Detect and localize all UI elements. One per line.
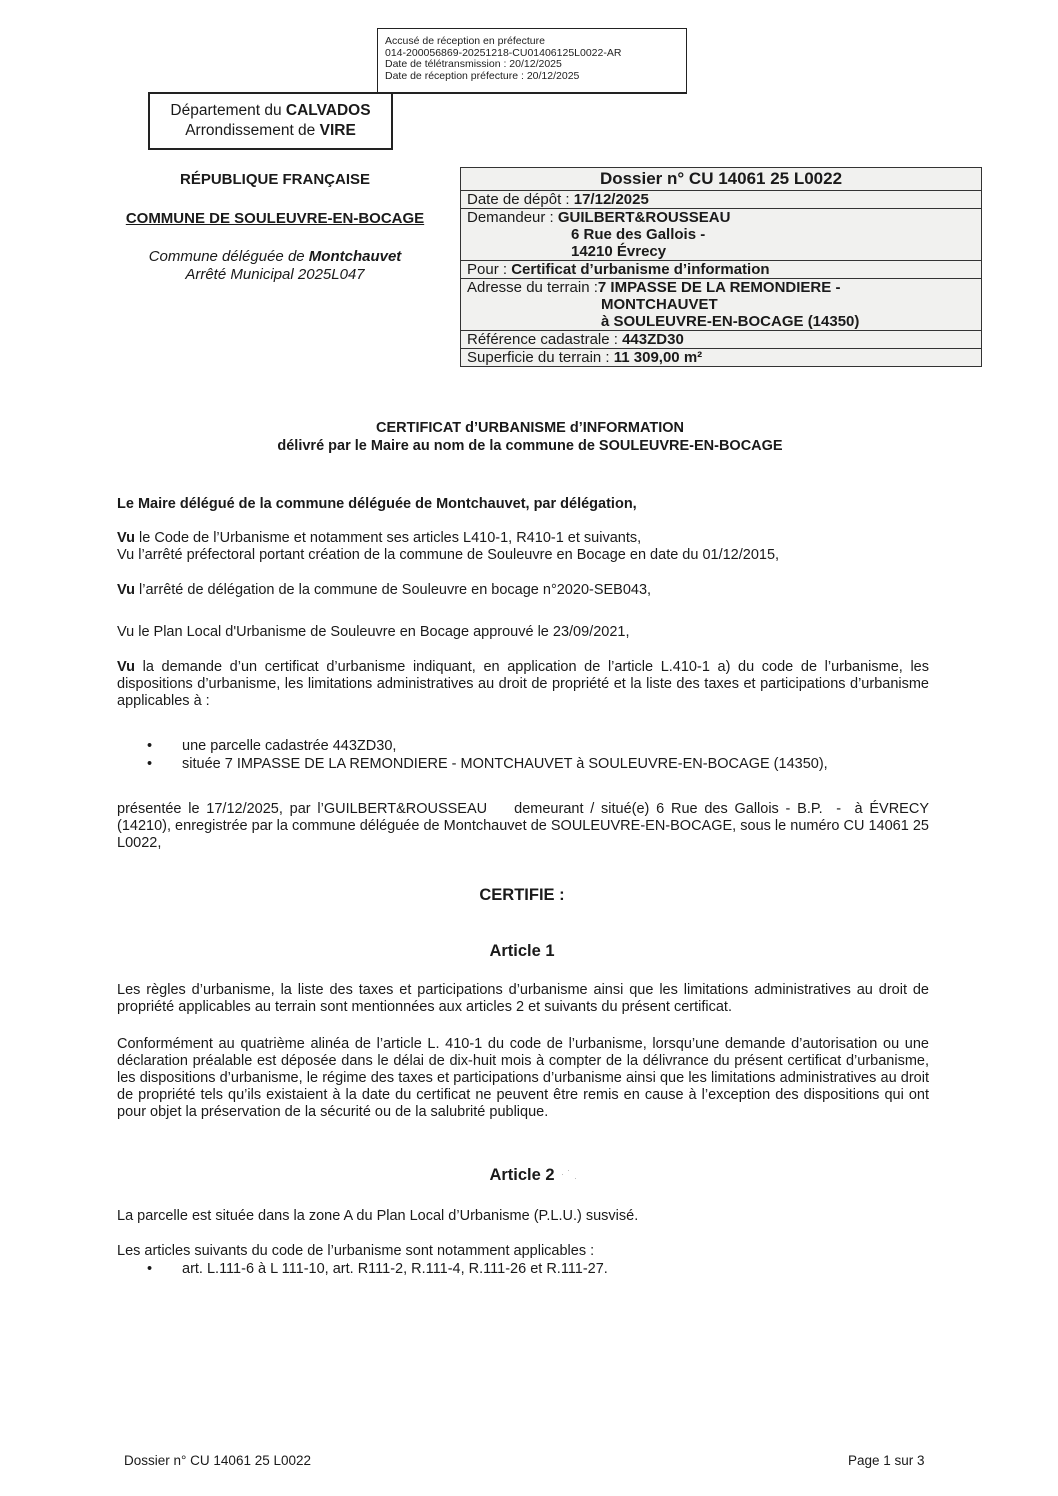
department-line (150, 101, 391, 121)
adresse-terrain-line-1: 7 IMPASSE DE LA REMONDIERE - (597, 279, 841, 296)
article-2-paragraph-2: Les articles suivants du code de l’urbanisme sont notamment applicables : (117, 1243, 595, 1259)
reference-cadastrale-label: Référence cadastrale : (467, 331, 623, 348)
commune-deleguee-block (100, 248, 450, 284)
vu-code-urbanisme (117, 530, 929, 547)
list-item (147, 1261, 608, 1278)
adresse-terrain-line-2: MONTCHAUVET (601, 296, 718, 313)
demandeur-label: Demandeur : (467, 209, 558, 226)
vu-plan-local: Vu le Plan Local d'Urbanisme de Souleuvre en Bocage approuvé le 23/09/2021, (117, 624, 630, 640)
list-item-text: art. L.111-6 à L 111-10, art. R111-2, R.111-4, R.111-26 et R.111-27. (182, 1261, 608, 1277)
article-1-paragraph-1: Les règles d’urbanisme, la liste des taxes et participations d’urbanisme ainsi que les limitations administratives au droit de propriété applicables au terrain sont mentionnées aux articles 2 et suivants du présent certificat. (117, 982, 929, 1015)
republique-heading: RÉPUBLIQUE FRANÇAISE (179, 171, 370, 188)
superficie-row (461, 348, 981, 366)
article-2-heading: Article 2 (489, 1166, 555, 1184)
date-depot-value: 17/12/2025 (573, 191, 649, 208)
adresse-terrain-label: Adresse du terrain : (467, 279, 598, 296)
date-depot-row (461, 190, 981, 208)
bullet-icon: • (147, 1261, 153, 1277)
list-item (147, 756, 828, 773)
vu-arrete-prefectoral: Vu l’arrêté préfectoral portant création de la commune de Souleuvre en Bocage en date du 01/12/2015, (117, 547, 780, 563)
arrondissement-line (150, 121, 391, 141)
presentee-paragraph: présentée le 17/12/2025, par l’GUILBERT&ROUSSEAU demeurant / situé(e) 6 Rue des Gallois - B.P. - à ÉVRECY (14210), enregistrée par la commune déléguée de Montchauvet de SOULEUVRE-EN-BOCAGE, sous le numéro CU 14061 25 L0022, (117, 801, 934, 851)
commune-deleguee-name: Montchauvet (308, 248, 402, 265)
stamp-ar-number: 014-200056869-20251218-CU01406125L0022-AR (385, 46, 622, 59)
department-name: CALVADOS (285, 102, 371, 119)
department-box (148, 92, 393, 150)
stamp-teletransmission-date: Date de télétransmission : 20/12/2025 (385, 58, 562, 70)
footer-dossier-number: Dossier n° CU 14061 25 L0022 (124, 1453, 312, 1468)
reference-cadastrale-row (461, 330, 981, 348)
pour-label: Pour : (467, 261, 512, 278)
list-item (147, 738, 396, 755)
arrondissement-label: Arrondissement de (185, 122, 320, 139)
page-number: Page 1 sur 3 (848, 1453, 925, 1468)
demandeur-row (461, 208, 981, 260)
vu-label: Vu (117, 582, 135, 598)
superficie-label: Superficie du terrain : (467, 349, 614, 366)
dossier-table (460, 167, 982, 367)
certificate-title: CERTIFICAT d’URBANISME d’INFORMATION (376, 420, 684, 436)
vu-arrete-delegation-text: l’arrêté de délégation de la commune de Souleuvre en bocage n°2020-SEB043, (135, 582, 652, 598)
prefecture-reception-stamp (377, 28, 687, 94)
department-label: Département du (170, 102, 286, 119)
pour-value: Certificat d’urbanisme d’information (511, 261, 770, 278)
list-item-text: une parcelle cadastrée 443ZD30, (182, 738, 397, 754)
commune-deleguee-label: Commune déléguée de (148, 248, 309, 265)
commune-heading: COMMUNE DE SOULEUVRE-EN-BOCAGE (125, 210, 425, 227)
vu-label: Vu (117, 530, 135, 546)
vu-label: Vu (117, 659, 135, 675)
maire-statement: Le Maire délégué de la commune déléguée de Montchauvet, par délégation, (117, 496, 637, 512)
arrondissement-name: VIRE (319, 122, 356, 139)
date-depot-label: Date de dépôt : (467, 191, 574, 208)
bullet-icon: • (147, 756, 153, 772)
article-1-paragraph-2: Conformément au quatrième alinéa de l’article L. 410-1 du code de l’urbanisme, lorsqu’une demande d’autorisation ou une déclaration préalable est déposée dans le délai de dix-huit mois à compter de la délivrance du présent certificat d’urbanisme, les dispositions d’urbanisme, le régime des taxes et participations d’urbanisme ainsi que les limitations administratives au droit de propriété tels qu’ils existaient à la date du certificat ne peuvent être remis en cause à l’exception des dispositions qui ont pour objet la préservation de la sécurité ou de la salubrité publique. (117, 1036, 929, 1120)
stamp-reception-date: Date de réception préfecture : 20/12/2025 (385, 69, 580, 82)
demandeur-address-line-2: 14210 Évrecy (571, 243, 667, 260)
dossier-number: Dossier n° CU 14061 25 L0022 (599, 169, 843, 188)
vu-code-urbanisme-text: le Code de l’Urbanisme et notamment ses articles L410-1, R410-1 et suivants, (135, 530, 642, 546)
arrete-municipal: Arrêté Municipal 2025L047 (185, 266, 365, 283)
commune-deleguee-line (100, 248, 450, 266)
pour-row (461, 260, 981, 278)
reference-cadastrale-value: 443ZD30 (622, 331, 684, 348)
superficie-value: 11 309,00 m² (613, 349, 703, 366)
article-2-paragraph-1: La parcelle est située dans la zone A du Plan Local d’Urbanisme (P.L.U.) susvisé. (117, 1208, 639, 1224)
demandeur-address-line-1: 6 Rue des Gallois - (571, 226, 706, 243)
stamp-line-1: Accusé de réception en préfecture (385, 35, 545, 47)
certificate-subtitle: délivré par le Maire au nom de la commune de SOULEUVRE-EN-BOCAGE (277, 438, 783, 454)
list-item-text: située 7 IMPASSE DE LA REMONDIERE - MONTCHAUVET à SOULEUVRE-EN-BOCAGE (14350), (182, 756, 828, 772)
vu-demande (117, 659, 929, 710)
vu-arrete-delegation (117, 582, 929, 599)
certifie-heading: CERTIFIE : (479, 886, 565, 904)
article-1-heading: Article 1 (489, 942, 555, 960)
adresse-terrain-line-3: à SOULEUVRE-EN-BOCAGE (14350) (601, 313, 860, 330)
bullet-icon: • (147, 738, 153, 754)
demandeur-name: GUILBERT&ROUSSEAU (557, 209, 731, 226)
vu-demande-text: la demande d’un certificat d’urbanisme indiquant, en application de l’article L.410-1 a) du code de l’urbanisme, les dispositions d’urbanisme, les limitations administratives au droit de propriété et la liste des taxes et participations d’urbanisme applicables à : (117, 659, 929, 709)
adresse-terrain-row (461, 278, 981, 330)
